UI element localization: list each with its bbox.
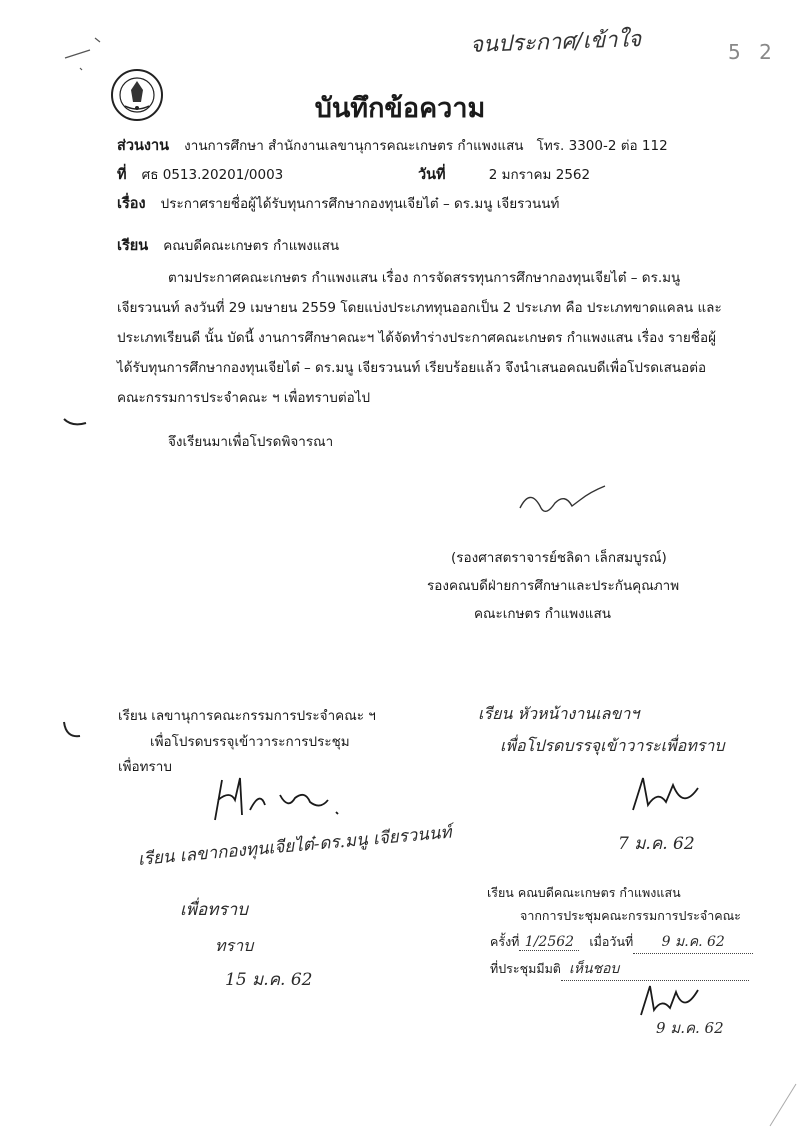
subject-value: ประกาศรายชื่อผู้ได้รับทุนการศึกษากองทุนเจียไต๋ – ดร.มนู เจียรวนนท์ [160,196,560,212]
handwritten-date: 7 ม.ค. 62 [618,834,695,854]
body-line: เจียรวนนท์ ลงวันที่ 29 เมษายน 2559 โดยแบ่งประเภททุนออกเป็น 2 ประเภท คือ ประเภทขาดแคลน และ [117,300,722,316]
stamp-meeting-row [490,931,753,954]
subject-row [117,192,559,215]
stamp-resolution-row [490,958,749,981]
edge-mark [760,1080,800,1128]
handwritten-note-line: ทราบ [215,936,254,955]
closing-text: จึงเรียนมาเพื่อโปรดพิจารณา [168,434,334,450]
handwritten-note-line: เพื่อโปรดบรรจุเข้าวาระเพื่อทราบ [500,736,725,755]
reference-value: ศธ 0513.20201/0003 [141,167,284,183]
routing-note-line: เพื่อทราบ [118,759,172,775]
handwritten-note-line: เรียน หัวหน้างานเลขาฯ [478,704,640,723]
stamp-resolution-label: ที่ประชุมมีมติ [490,961,561,976]
handwritten-note-line: เรียน เลขากองทุนเจียไต๋-ดร.มนู เจียรวนนท์ [137,822,453,870]
department-value: งานการศึกษา สำนักงานเลขานุการคณะเกษตร กำแพงแสน [184,138,524,154]
handwritten-top-note: จนประกาศ/เข้าใจ [469,27,642,58]
handwritten-date: 15 ม.ค. 62 [225,970,313,990]
signature-mark [510,478,610,528]
reference-label: ที่ [117,167,127,183]
signer-position: รองคณบดีฝ่ายการศึกษาและประกันคุณภาพ [427,578,680,594]
stamp-line: จากการประชุมคณะกรรมการประจำคณะ [520,908,741,923]
phone-value: โทร. 3300-2 ต่อ 112 [536,138,668,154]
stamp-resolution-value: เห็นชอบ [561,958,749,981]
body-line: คณะกรรมการประจำคณะ ฯ เพื่อทราบต่อไป [117,390,371,406]
reference-row [117,163,283,186]
signer-organization: คณะเกษตร กำแพงแสน [474,606,611,622]
stamp-when-label: เมื่อวันที่ [589,934,634,949]
body-line: ตามประกาศคณะเกษตร กำแพงแสน เรื่อง การจัดสรรทุนการศึกษากองทุนเจียไต๋ – ดร.มนู [168,270,681,286]
signature-mark [210,770,360,830]
signer-name: (รองศาสตราจารย์ชลิดา เล็กสมบูรณ์) [451,550,667,566]
margin-mark [62,415,92,429]
salutation [117,234,339,257]
handwritten-note-line: เพื่อทราบ [180,900,248,920]
stamp-line: เรียน คณบดีคณะเกษตร กำแพงแสน [487,885,681,900]
body-line: ประเภทเรียนดี นั้น บัดนี้ งานการศึกษาคณะฯ ได้จัดทำร่างประกาศคณะเกษตร กำแพงแสน เรื่อง รายชื่อผู้ [117,330,716,346]
page-title: บันทึกข้อความ [314,93,486,124]
date-value: 2 มกราคม 2562 [488,167,591,183]
body-line: ได้รับทุนการศึกษากองทุนเจียไต๋ – ดร.มนู เจียรวนนท์ เรียบร้อยแล้ว จึงนำเสนอคณบดีเพื่อโปรดเสนอต่อ [117,360,707,376]
page-marker: 5 2 [728,40,778,64]
department-label: ส่วนงาน [117,138,170,154]
salutation-value: คณบดีคณะเกษตร กำแพงแสน [163,238,340,254]
subject-label: เรื่อง [117,196,146,212]
signature-mark [636,980,716,1020]
margin-mark [60,720,90,744]
handwritten-date: 9 ม.ค. 62 [656,1019,724,1037]
stamp-when-value: 9 ม.ค. 62 [633,931,753,954]
stamp-round-label: ครั้งที่ [490,934,520,949]
stamp-round-value: 1/2562 [519,934,579,951]
department-row [117,134,668,157]
date-label: วันที่ [418,167,446,183]
routing-note-line: เรียน เลขานุการคณะกรรมการประจำคณะ ฯ [118,708,376,724]
signature-mark [628,770,708,820]
salutation-label: เรียน [117,238,149,254]
routing-note-line: เพื่อโปรดบรรจุเข้าวาระการประชุม [150,734,350,750]
date-row [418,163,590,186]
